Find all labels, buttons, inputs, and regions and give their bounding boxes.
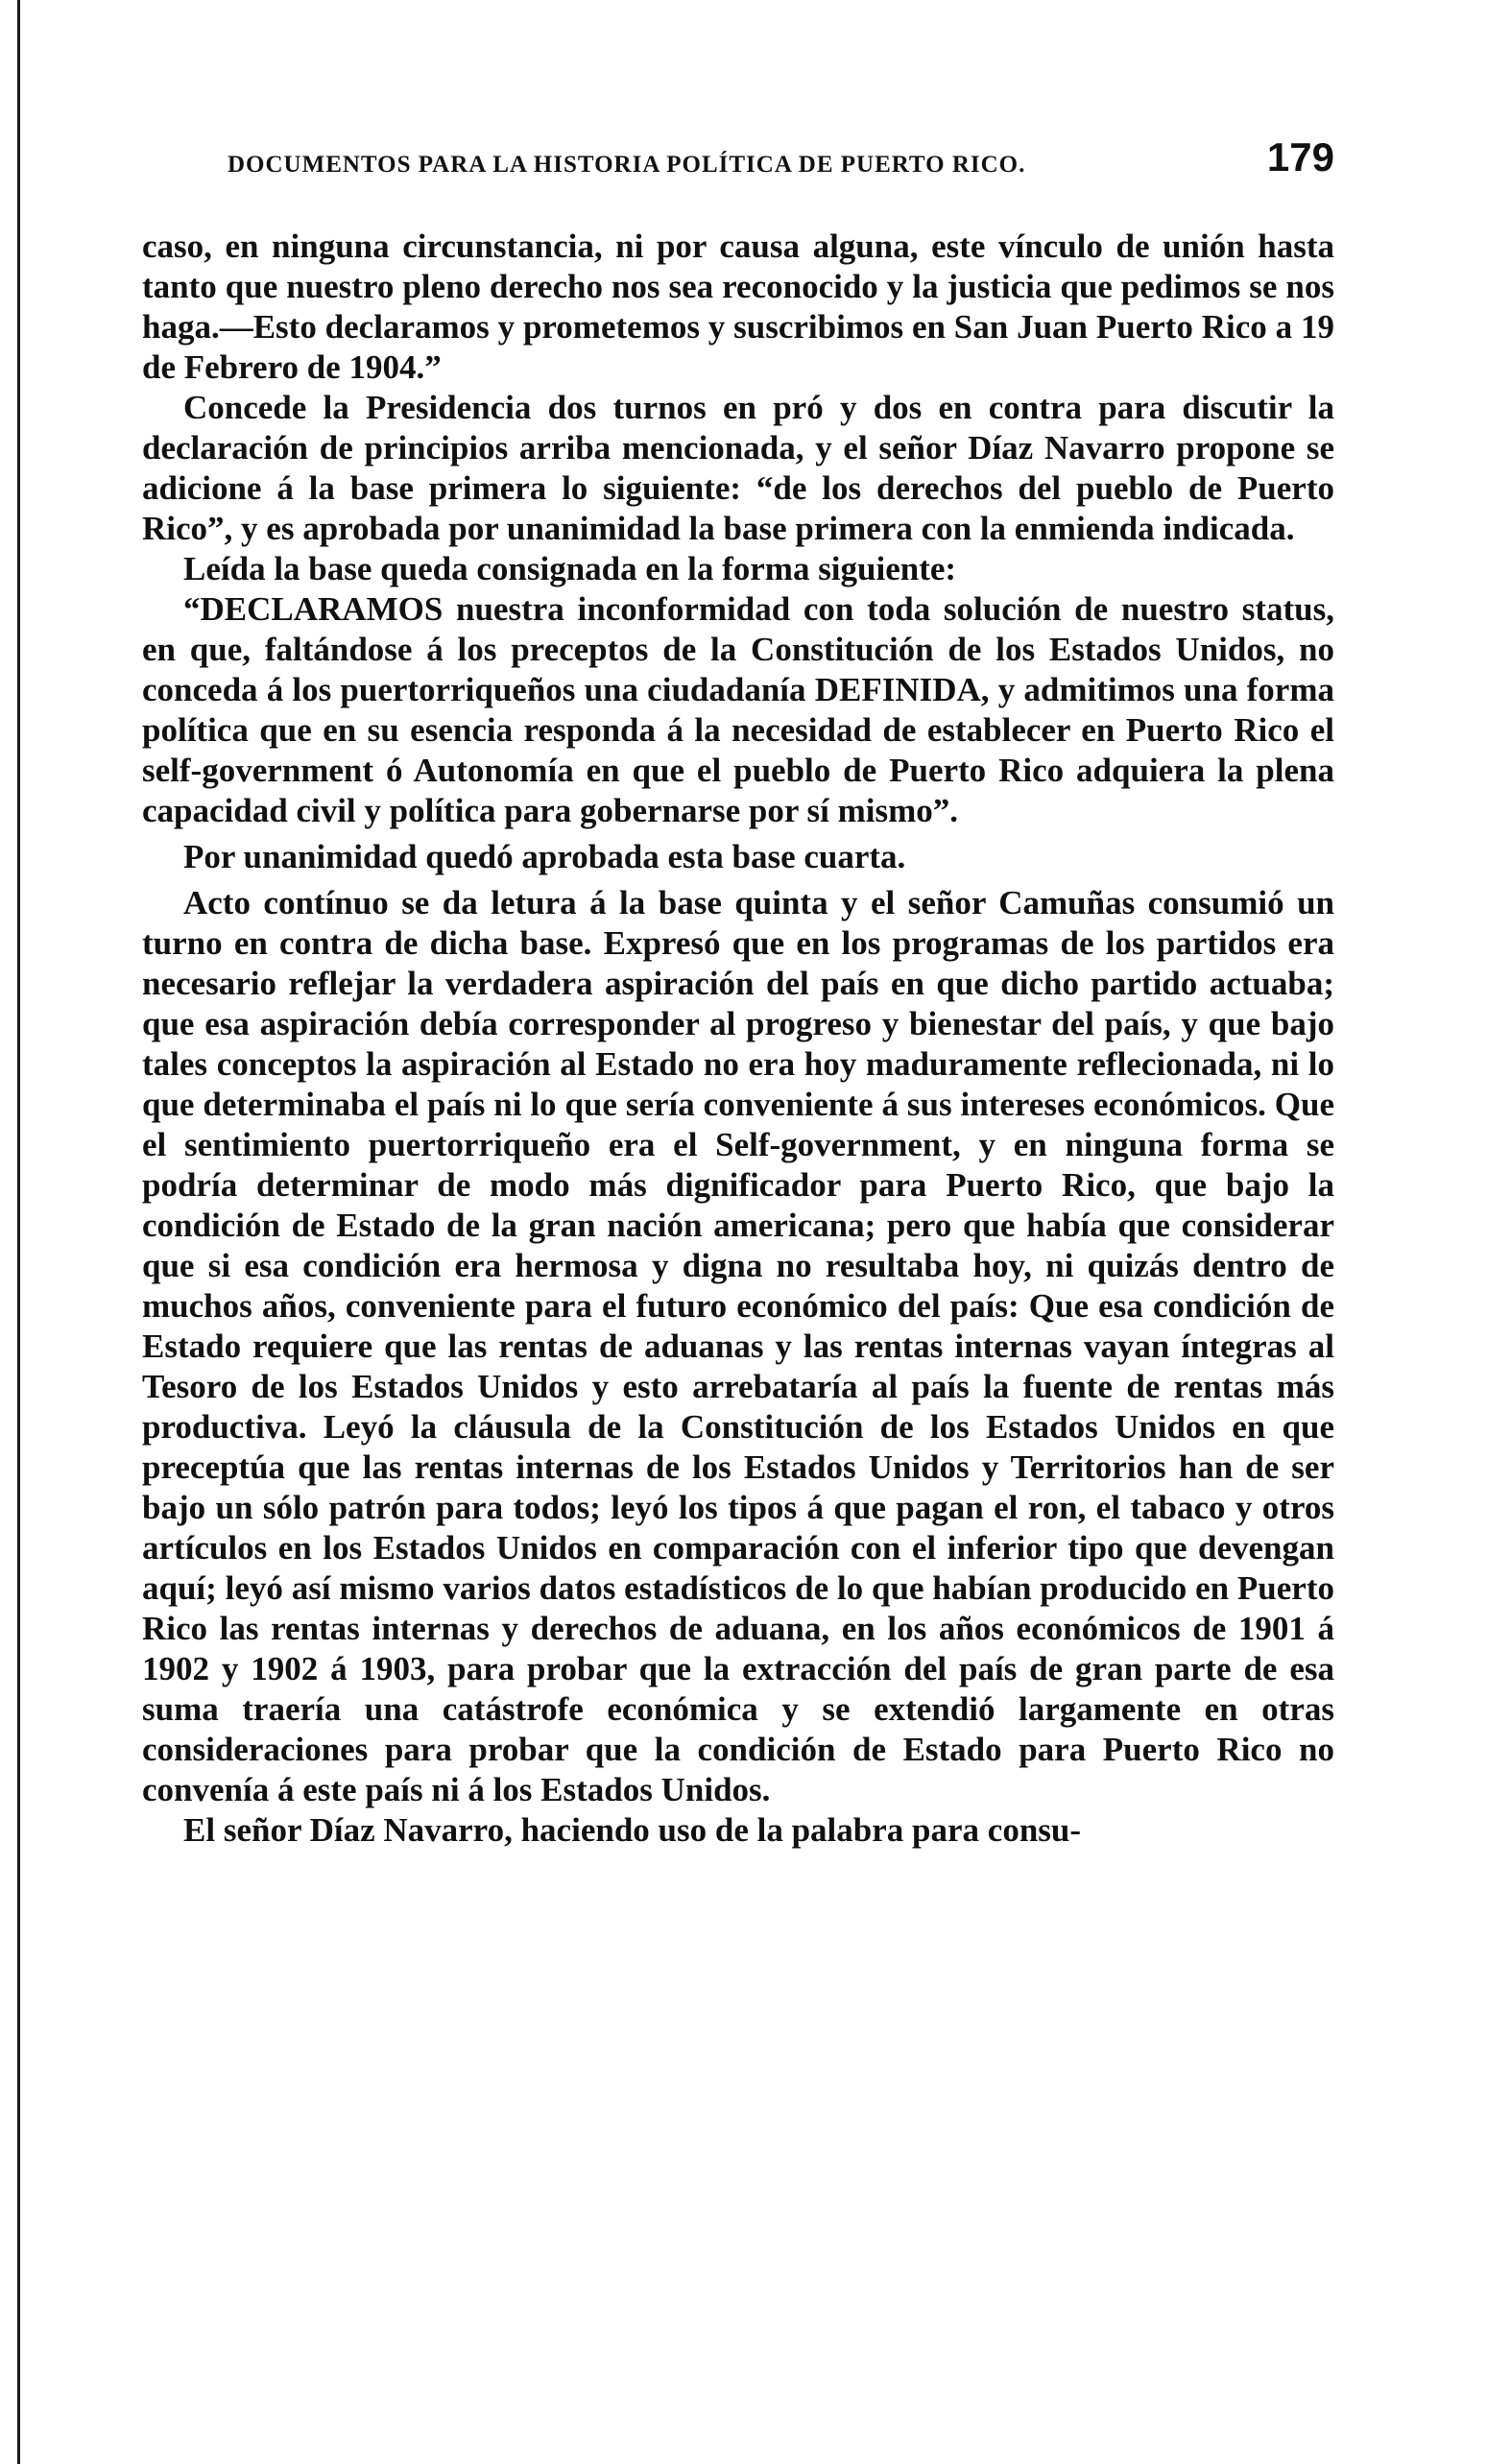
running-title: DOCUMENTOS PARA LA HISTORIA POLÍTICA DE PUERTO RICO. <box>228 152 1026 178</box>
paragraph-diaz-navarro: El señor Díaz Navarro, haciendo uso de la palabra para consu- <box>183 1811 1082 1849</box>
running-head <box>228 134 1334 192</box>
paragraph-camunas: Acto contínuo se da letura á la base quinta y el señor Camuñas consumió un turno en contra de dicha base. Expresó que en los programas de los partidos era necesario reflejar la verdadera aspiración del país en que dicho partido actuaba; que esa aspiración debía corresponder al progreso y bienestar del país, y que bajo tales conceptos la aspiración al Estado no era hoy maduramente reflecionada, ni lo que determinaba el país ni lo que sería conveniente á sus intereses económicos. Que el sentimiento puertorriqueño era el Self-government, y en ninguna forma se podría determinar de modo más dignificador para Puerto Rico, que bajo la condición de Estado de la gran nación americana; pero que había que considerar que si esa condición era hermosa y digna no resultaba hoy, ni quizás dentro de muchos años, conveniente para el futuro económico del país: Que esa condición de Estado requiere que las rentas de aduanas y las rentas internas vayan íntegras al Tesoro de los Estados Unidos y esto arrebataría al país la fuente de rentas más productiva. Leyó la cláusula de la Constitución de los Estados Unidos en que preceptúa que las rentas internas de los Estados Unidos y Territorios han de ser bajo un sólo patrón para todos; leyó los tipos á que pagan el ron, el tabaco y otros artículos en los Estados Unidos en comparación con el inferior tipo que devengan aquí; leyó así mismo varios datos estadísticos de lo que habían producido en Puerto Rico las rentas internas y derechos de aduana, en los años económicos de 1901 á 1902 y 1902 á 1903, para probar que la extracción del país de gran parte de esa suma traería una catástrofe económica y se extendió largamente en otras consideraciones para probar que la condición de Estado para Puerto Rico no convenía á este país ni á los Estados Unidos. <box>142 884 1334 1808</box>
body-text <box>142 227 1334 1851</box>
paragraph-approval: Por unanimidad quedó aprobada esta base cuarta. <box>183 838 906 875</box>
paragraph-base-read: Leída la base queda consignada en la forma siguiente: <box>183 550 957 587</box>
paragraph-continuation: caso, en ninguna circunstancia, ni por causa alguna, este vínculo de unión hasta tanto que nuestro pleno derecho nos sea reconocido y la justicia que pedimos se nos haga.—Esto declaramos y prometemos y suscribimos en San Juan Puerto Rico a 19 de Febrero de 1904.” <box>142 227 1334 386</box>
page-number: 179 <box>1266 134 1334 179</box>
paragraph-presidency-turns: Concede la Presidencia dos turnos en pró y dos en contra para discutir la declaración de principios arriba mencionada, y el señor Díaz Navarro propone se adicione á la base primera lo siguiente: “de los derechos del pueblo de Puerto Rico”, y es aprobada por unanimidad la base primera con la enmienda indicada. <box>142 389 1334 547</box>
paragraph-declaration: “DECLARAMOS nuestra inconformidad con toda solución de nuestro status, en que, faltándose á los preceptos de la Constitución de los Estados Unidos, no conceda á los puertorriqueños una ciudadanía DEFINIDA, y admitimos una forma política que en su esencia responda á la necesidad de establecer en Puerto Rico el self-government ó Autonomía en que el pueblo de Puerto Rico adquiera la plena capacidad civil y política para gobernarse por sí mismo”. <box>142 590 1334 829</box>
page-edge-rule <box>17 0 20 2464</box>
